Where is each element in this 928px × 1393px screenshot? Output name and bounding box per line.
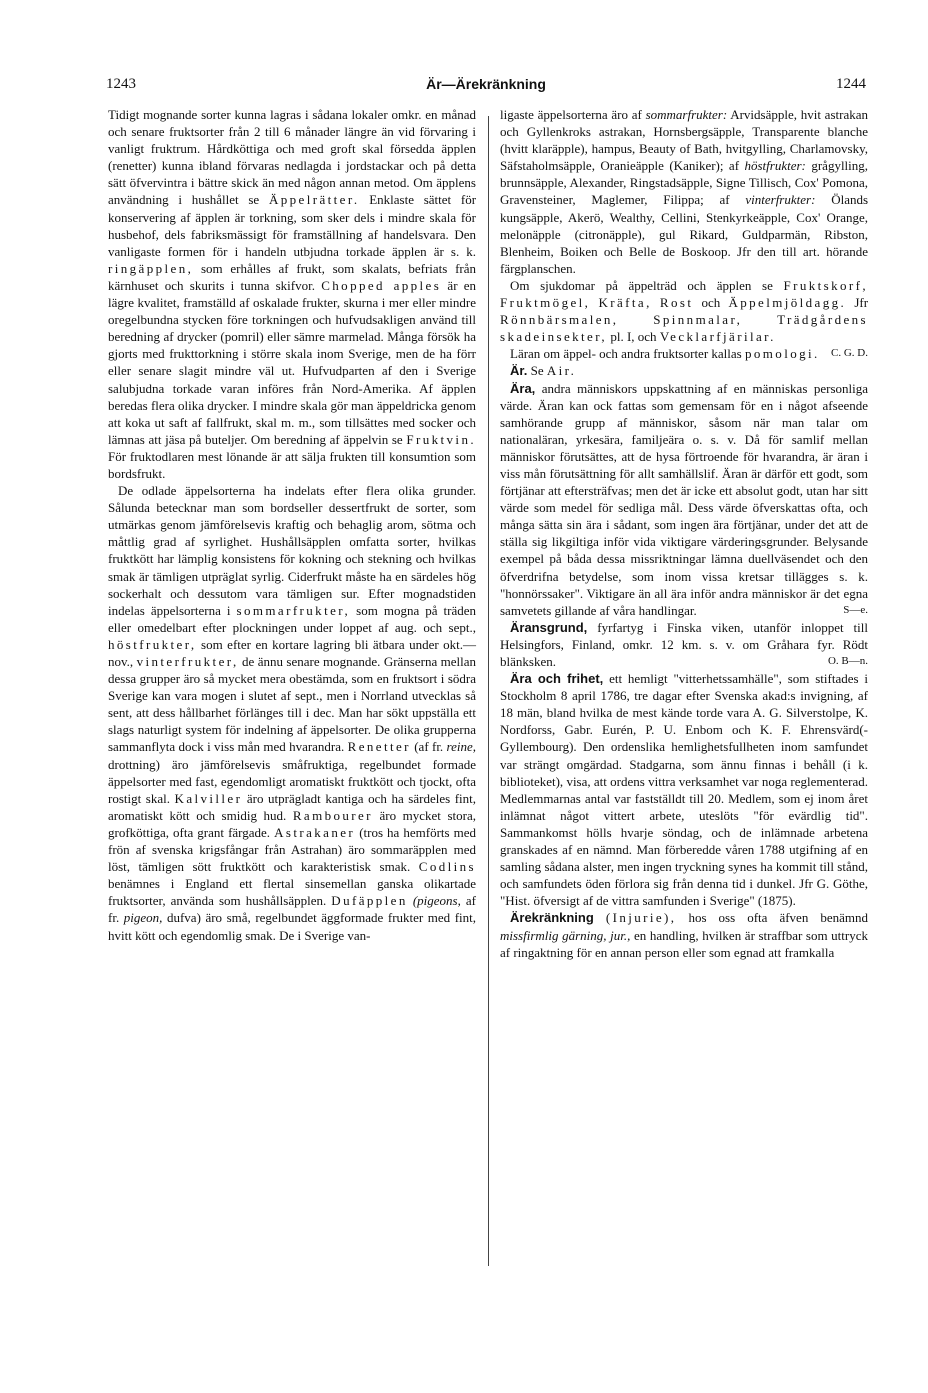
author-signature: S—e.: [843, 603, 868, 616]
author-signature: C. G. D.: [831, 347, 868, 360]
cross-reference: Rost: [659, 295, 694, 311]
paragraph-varieties: De odlade äppelsorterna ha indelats efter flera olika grunder. Sålunda betecknar man som bordseller dessertfrukt de sorter, som utmärkas genom jämförelsevis kraftig och behaglig arom, sötma och måttlig grad af syrlighet. Hushållsäpplen omfatta sorter, hvilkas fruktkött har lämplig konsistens för kokning och stekning och hvilkas smak är tämligen utpräglat syrlig. Ciderfrukt måste ha en särdeles hög sockerhalt och dessutom vara tämligen sur. Efter mognadstiden indelas äppelsorterna i sommarfrukter, som mogna på träden eller omedelbart efter plockningen under loppet af aug. och sept., höstfrukter, som efter en kortare lagring bli ätbara under okt.—nov., vinterfrukter, de ännu senare mognande. Gränserna mellan dessa grupper äro så mycket mera obestämda, som en fruktsort i södra Sverige kan vara mogen i slutet af sept., men i Norrland utvecklas så sent, att dess hållbarhet förlänges till i dec. Man har sökt uppställa ett slags naturligt system för indelning af äppelsorter. De olika grupperna sammanflyta dock i viss mån med hvarandra. Renetter (af fr. reine, drottning) äro jämförelsevis småfruktiga, regelbundet formade äppelsorter med fast, egendomligt aromatiskt fruktkött och tjockt, ofta rostigt skal. Kalviller äro utprägladt kantiga och ha särdeles fint, aromatiskt kött och smidig hud. Rambourer äro mycket stora, grofköttiga, ofta grant färgade. Astrakaner (tros ha hemförts med frön af svenska krigsfångar från Astrahan) äro sommaräpplen med löst, tämligen sött fruktkött och karakteristisk smak. Codlins benämnes i England ett flertal sinsemellan ganska olikartade fruktsorter, använda som hushållsäpplen. Dufäpplen (pigeons, af fr. pigeon, dufva) äro små, regelbundet äggformade frukter med fint, hvitt kött och egendomlig smak. De i Sverige van-: [108, 483, 477, 943]
right-column: [500, 106, 868, 961]
headword: Ära,: [510, 380, 536, 396]
paragraph-diseases: Om sjukdomar på äppelträd och äpplen se Fruktskorf, Fruktmögel, Kräfta, Rost och Äppelmjöldagg. Jfr Rönnbärsmalen, Spinnmalar, Trädgårdens skadeinsekter, pl. I, och Vecklarfjärilar.: [500, 277, 869, 345]
cross-reference: Kräfta,: [598, 295, 652, 311]
headword: Äransgrund,: [510, 619, 588, 635]
running-head: Är—Ärekränkning: [426, 76, 546, 92]
page-header: [106, 76, 866, 96]
term: Dufäpplen: [331, 893, 408, 909]
term: ringäpplen,: [108, 260, 194, 276]
entry-ara-och-frihet: Ära och frihet, ett hemligt "vitterhetssamhälle", som stiftades i Stockholm 8 april 1786, tre dagar efter Svenska akad:s invigning, af 18 män, bland hvilka de mest kände torde vara A. G. Silverstolpe, K. Nordforss, Gabr. Eurén, P. U. Enbom och K. F. Ehrensvärd(-Gyllembourg). Den ordenslika hemlighetsfullheten inom samfundet var strängt omgärdad. Stadgarna, som ännu finnas i behåll (i k. biblioteket), visa, att ordens vittra verksamhet var noga reglementerad. Medlemmarnas antal var fastställdt till 20. Medlem, som ej inom året inlämnat något vittert arbete, uteslöts "för evärdlig tid". Sammankomst hölls hvarje söndag, och de inlämnade arbetena granskades af en nämnd. Man förberedde våren 1788 utgifning af en samling sådana alster, men ingen tryckning synes ha kommit till stånd, och samfundets öden förlora sig från denna tid i dunkel. Jfr G. Göthe, "Hist. öfversigt af de vittra samfunden i Sverige" (1875).: [500, 671, 868, 909]
term: Codlins: [418, 859, 477, 875]
term: Astrakaner: [274, 824, 356, 840]
left-column: [108, 106, 476, 944]
paragraph-variety-list: ligaste äppelsorterna äro af sommarfrukter: Arvidsäpple, hvit astrakan och Gyllenkroks astrakan, Hornsbergsäpple, Transparente blanche (hvitt klaräpple), hampus, Beauty of Bath, hvitgylling, Charlamovsky, Säfstaholmsäpple, Oranieäpple (Kaniker); af höstfrukter: grågylling, brunnsäpple, Alexander, Ringstadsäpple, Signe Tillisch, Cox' Pomona, Gravensteiner, Maglemer, Filippa; af vinterfrukter: Ölands kungsäpple, Akerö, Wealthy, Cellini, Stenkyrkeäpple, Cox' Orange, melonäpple (citronäpple), gul Rikard, Guldparmän, Ribston, Blenheim, Boiken och Belle de Boskoop. Jfr den till art. hörande färgplanschen.: [500, 107, 869, 276]
cross-reference: Spinnmalar,: [653, 312, 743, 328]
cross-reference: Äppelmjöldagg.: [728, 295, 847, 311]
column-divider: [488, 116, 489, 1266]
page-number-left: 1243: [106, 76, 136, 92]
term: Kalviller: [174, 790, 243, 806]
cross-reference: Äppelrätter.: [268, 192, 360, 208]
page-number-right: 1244: [836, 76, 866, 92]
headword: Är.: [510, 363, 528, 379]
entry-ar: Är. Se Air.: [510, 363, 577, 379]
entry-ara: Ära, andra människors uppskattning af en människas personliga värde. Äran kan ock fattas som gemensam för en i något afseende samhörande grupp af människor, såsom när man talar om nationaläran, yrkesära, familjeära o. s. v. Då för samlif mellan människor förutsättes, att de hysa förtroende för hvarandra, är äran i viss mån förutsättning för allt samhällslif. Äran är därför ett godt, som förtjänar att eftersträfvas; men det är icke ett absolut godt, utan har sitt värde som medel för sedliga mål. Dess värde öfverskattas ofta, och många sätta sin ära i sådant, som ingen ära förtjänar, under det att de ställa sig likgiltiga inför vida viktigare värderingsgrunder. Belysande exempel på båda dessa missriktningar lämna duellväsendet och den öfverdrifna betydelse, som inom vissa kretsar tillägges s. k. "honnörssaker". Viktigare än all ära inför andra människor är det egna samvetets gillande af våra handlingar. S—e.: [500, 380, 868, 618]
cross-reference: Rönnbärsmalen,: [500, 312, 619, 328]
cross-reference: (Injurie),: [605, 910, 677, 926]
cross-reference: Fruktvin.: [406, 431, 476, 447]
author-signature: O. B—n.: [827, 655, 868, 667]
term: pomologi.: [744, 346, 820, 362]
headword: Ärekränkning: [510, 910, 594, 926]
term: höstfrukter,: [108, 636, 197, 652]
cross-reference: Vecklarfjärilar.: [659, 329, 776, 345]
term: Rambourer: [292, 807, 373, 823]
cross-reference: Fruktskorf,: [783, 277, 869, 293]
headword: Ära och frihet,: [510, 671, 604, 687]
term: sommarfrukter,: [236, 602, 351, 618]
paragraph-storage: Tidigt mognande sorter kunna lagras i sådana lokaler omkr. en månad och senare fruktsorter från 2 till 6 månader längre än vid förvaring i vanligt fruktrum. Hårdköttiga och med groft skal försedda äpplen (renetter) kunna ibland förvaras nedlagda i jordstackar och på detta sätt öfvervintra i bättre skick än med någon annan metod. Om äpplens användning i hushållet se Äppelrätter. Enklaste sättet för konservering af äpplen är torkning, som sker dels i mindre skala för husbehof, dels fabriksmässigt för framställning af handelsvara. Den vanligaste formen för i handeln utbjudna torkade äpplen är s. k. ringäpplen, som erhålles af frukt, som skalats, befriats från kärnhuset och skurits i tunna skifvor. Chopped apples är en lägre kvalitet, framställd af oskalade frukter, skurna i mer eller mindre oregelbundna stycken före torkningen och hufvudsakligen använd till beredning af drycker (pomril) eller sämre marmelad. Många försök ha gjorts med frukttorkning i större skala inom Sverige, men de ha förr eller senare slagit mindre väl ut. Hufvudparten af den i Sverige salubjudna torkade varan införes från Nord-Amerika. Af äpplen beredas flera olika drycker. I mindre skala gör man äppeldricka genom att koka ut saft af fallfrukt, skal m. m., som tillsättes med socker och lämnas att jäsa på buteljer. Om beredning af äppelvin se Fruktvin. För fruktodlaren mest lönande är att sälja frukten till konsumtion som bordsfrukt.: [108, 107, 477, 481]
term: Renetter: [347, 739, 411, 755]
cross-reference: Air.: [546, 363, 577, 379]
term: Chopped apples: [321, 277, 442, 293]
term: vinterfrukter,: [136, 654, 239, 669]
paragraph-pomology: Läran om äppel- och andra fruktsorter kallas pomologi. C. G. D.: [510, 346, 868, 362]
cross-reference: Fruktmögel,: [500, 295, 591, 311]
cross-reference: Trädgårdens skadeinsekter,: [500, 312, 869, 345]
entry-arekrankning: Ärekränkning (Injurie), hos oss ofta äfven benämnd missfirmlig gärning, jur., en handling, hvilken är straffbar som uttryck af ringaktning för en annan person eller som egnad att framkalla: [500, 910, 869, 960]
entry-aransgrund: Äransgrund, fyrfartyg i Finska viken, utanför inloppet till Helsingfors, Finland, omkr. 12 km. s. v. om Gråhara fyr. Rödt blänksken. O. B—n.: [500, 619, 868, 669]
